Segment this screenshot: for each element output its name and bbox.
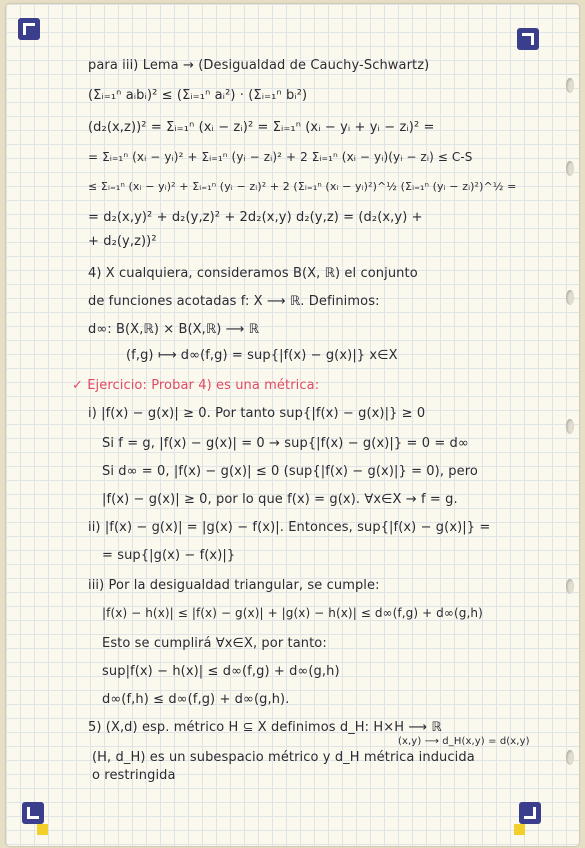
note-line: |f(x) − h(x)| ≤ |f(x) − g(x)| + |g(x) − h(x)| ≤ d∞(f,g) + d∞(g,h)	[102, 606, 483, 620]
note-line: (x,y) ⟶ d_H(x,y) = d(x,y)	[398, 736, 530, 747]
binder-hole	[566, 290, 574, 305]
notebook-page	[6, 4, 579, 846]
note-line: i) |f(x) − g(x)| ≥ 0. Por tanto sup{|f(x) − g(x)|} ≥ 0	[88, 406, 426, 421]
note-line: de funciones acotadas f: X ⟶ ℝ. Definimos:	[88, 294, 380, 309]
note-line: ≤ Σᵢ₌₁ⁿ (xᵢ − yᵢ)² + Σᵢ₌₁ⁿ (yᵢ − zᵢ)² + 2 (Σᵢ₌₁ⁿ (xᵢ − yᵢ)²)^½ (Σᵢ₌₁ⁿ (yᵢ − zᵢ)²)^½ =	[88, 180, 517, 193]
note-line: Esto se cumplirá ∀x∈X, por tanto:	[102, 636, 327, 651]
corner-bracket-icon	[519, 802, 541, 824]
note-line: o restringida	[92, 768, 176, 783]
note-line: (Σᵢ₌₁ⁿ aᵢbᵢ)² ≤ (Σᵢ₌₁ⁿ aᵢ²) · (Σᵢ₌₁ⁿ bᵢ²)	[88, 88, 308, 103]
note-line: iii) Por la desigualdad triangular, se cumple:	[88, 578, 380, 593]
binder-hole	[566, 161, 574, 176]
note-line: = sup{|g(x) − f(x)|}	[102, 548, 236, 563]
binder-hole	[566, 750, 574, 765]
binder-hole	[566, 579, 574, 594]
corner-bracket-icon	[18, 18, 40, 40]
note-line: Si d∞ = 0, |f(x) − g(x)| ≤ 0 (sup{|f(x) − g(x)|} = 0), pero	[102, 464, 478, 479]
note-line: 4) X cualquiera, consideramos B(X, ℝ) el conjunto	[88, 266, 418, 281]
note-line: d∞: B(X,ℝ) × B(X,ℝ) ⟶ ℝ	[88, 322, 260, 337]
exercise-heading: ✓ Ejercicio: Probar 4) es una métrica:	[72, 378, 320, 393]
note-line: 5) (X,d) esp. métrico H ⊆ X definimos d_H: H×H ⟶ ℝ	[88, 720, 442, 735]
note-line: (d₂(x,z))² = Σᵢ₌₁ⁿ (xᵢ − zᵢ)² = Σᵢ₌₁ⁿ (xᵢ − yᵢ + yᵢ − zᵢ)² =	[88, 120, 435, 135]
note-line: (f,g) ⟼ d∞(f,g) = sup{|f(x) − g(x)|} x∈X	[126, 348, 398, 363]
note-line: + d₂(y,z))²	[88, 234, 157, 249]
yellow-marker	[514, 824, 525, 835]
note-line: = d₂(x,y)² + d₂(y,z)² + 2d₂(x,y) d₂(y,z) = (d₂(x,y) +	[88, 210, 423, 225]
note-line: (H, d_H) es un subespacio métrico y d_H métrica inducida	[92, 750, 475, 765]
yellow-marker	[37, 824, 48, 835]
note-line: |f(x) − g(x)| ≥ 0, por lo que f(x) = g(x). ∀x∈X → f = g.	[102, 492, 458, 507]
note-line: ii) |f(x) − g(x)| = |g(x) − f(x)|. Entonces, sup{|f(x) − g(x)|} =	[88, 520, 491, 535]
note-line: d∞(f,h) ≤ d∞(f,g) + d∞(g,h).	[102, 692, 290, 707]
note-line: sup|f(x) − h(x)| ≤ d∞(f,g) + d∞(g,h)	[102, 664, 340, 679]
note-line: = Σᵢ₌₁ⁿ (xᵢ − yᵢ)² + Σᵢ₌₁ⁿ (yᵢ − zᵢ)² + 2 Σᵢ₌₁ⁿ (xᵢ − yᵢ)(yᵢ − zᵢ) ≤ C-S	[88, 150, 473, 164]
note-line: para iii) Lema → (Desigualdad de Cauchy-Schwartz)	[88, 58, 430, 73]
corner-bracket-icon	[517, 28, 539, 50]
binder-hole	[566, 419, 574, 434]
binder-hole	[566, 78, 574, 93]
corner-bracket-icon	[22, 802, 44, 824]
note-line: Si f = g, |f(x) − g(x)| = 0 → sup{|f(x) − g(x)|} = 0 = d∞	[102, 436, 469, 451]
